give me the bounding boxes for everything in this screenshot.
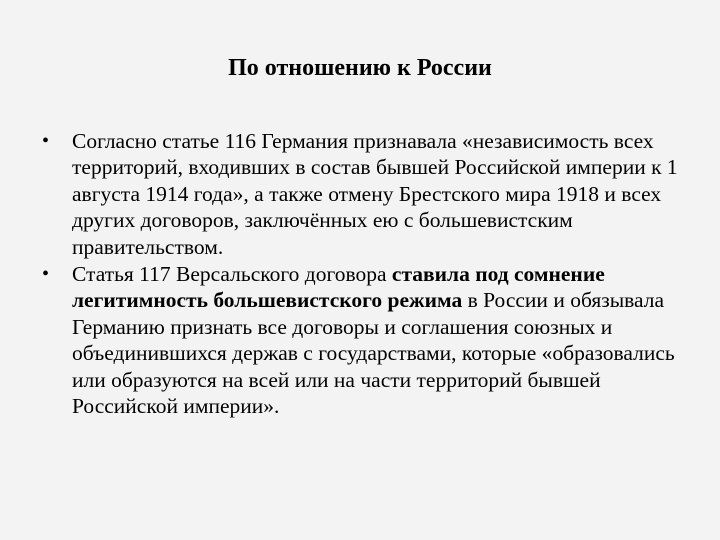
bullet-text-bold: ставила под сомнение легитимность большевистского режима [72,262,605,313]
slide-title: По отношению к России [228,55,492,81]
bullet-text-before: Статья 117 Версальского договора [72,262,392,287]
bullet-icon: • [42,263,50,286]
bullet-text-after: в России и обязывала Германию признать все договоры и соглашения союзных и объединившихся держав с государствами, которые «образовались или образуются на всей или на части территорий бывшей Российской империи». [72,288,675,419]
bullet-list [42,128,682,420]
bullet-item-article-116 [42,128,682,260]
bullet-item-article-117 [42,261,682,419]
bullet-icon: • [42,130,50,152]
bullet-text: Согласно статье 116 Германия признавала «независимость всех территорий, входивших в состав бывшей Российской империи к 1 августа 1914 года», а также отмену Брестского мира 1918 и всех других договоров, заключённых ею с большевистским правительством. [72,129,678,259]
